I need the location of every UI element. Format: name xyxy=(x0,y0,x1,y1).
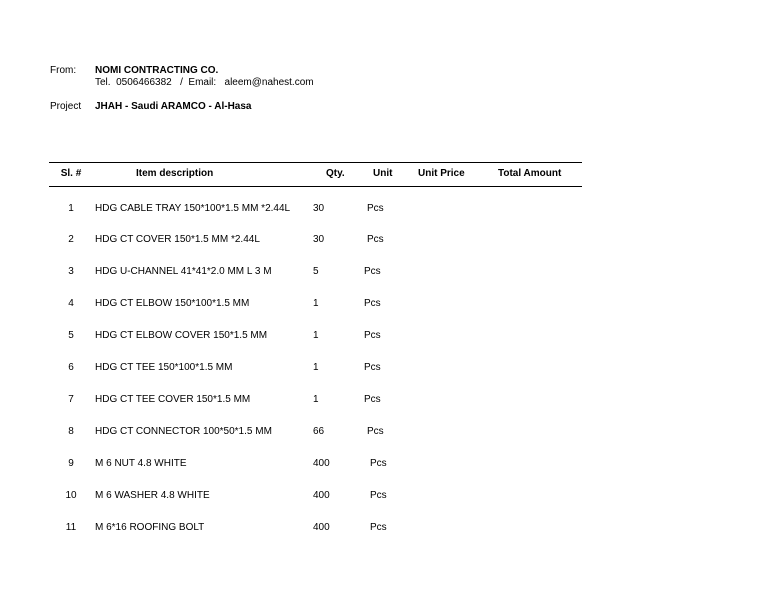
row-quantity: 30 xyxy=(313,234,325,245)
company-contact: Tel. 0506466382 / Email: aleem@nahest.com xyxy=(95,77,314,88)
row-quantity: 1 xyxy=(313,330,319,341)
row-sl-number: 1 xyxy=(68,203,74,214)
row-item-description: M 6*16 ROOFING BOLT xyxy=(95,522,205,533)
row-item-description: HDG CT TEE COVER 150*1.5 MM xyxy=(95,394,251,405)
row-item-description: HDG U-CHANNEL 41*41*2.0 MM L 3 M xyxy=(95,266,272,277)
table-row xyxy=(0,298,768,310)
row-sl-number: 7 xyxy=(68,394,74,405)
row-quantity: 30 xyxy=(313,203,325,214)
row-quantity: 66 xyxy=(313,426,325,437)
row-unit: Pcs xyxy=(367,203,384,214)
table-header-rule xyxy=(49,186,582,187)
column-header-qty: Qty. xyxy=(326,168,345,179)
row-item-description: M 6 NUT 4.8 WHITE xyxy=(95,458,187,469)
row-unit: Pcs xyxy=(364,266,381,277)
row-unit: Pcs xyxy=(364,298,381,309)
row-quantity: 400 xyxy=(313,522,330,533)
table-row xyxy=(0,330,768,342)
column-header-total-amount: Total Amount xyxy=(498,168,562,179)
table-row xyxy=(0,522,768,534)
column-header-sl: Sl. # xyxy=(60,168,82,179)
row-item-description: HDG CT ELBOW COVER 150*1.5 MM xyxy=(95,330,268,341)
row-item-description: HDG CT ELBOW 150*100*1.5 MM xyxy=(95,298,250,309)
row-unit: Pcs xyxy=(367,234,384,245)
row-item-description: M 6 WASHER 4.8 WHITE xyxy=(95,490,210,501)
row-sl-number: 4 xyxy=(68,298,74,309)
row-quantity: 400 xyxy=(313,490,330,501)
row-sl-number: 8 xyxy=(68,426,74,437)
row-item-description: HDG CT TEE 150*100*1.5 MM xyxy=(95,362,233,373)
company-name: NOMI CONTRACTING CO. xyxy=(95,65,219,76)
table-row xyxy=(0,458,768,470)
row-unit: Pcs xyxy=(370,490,387,501)
column-header-unit-price: Unit Price xyxy=(418,168,465,179)
row-unit: Pcs xyxy=(364,330,381,341)
from-label: From: xyxy=(50,65,77,76)
table-row xyxy=(0,362,768,374)
row-sl-number: 9 xyxy=(68,458,74,469)
project-label: Project xyxy=(50,101,82,112)
row-sl-number: 3 xyxy=(68,266,74,277)
row-unit: Pcs xyxy=(364,362,381,373)
row-unit: Pcs xyxy=(364,394,381,405)
row-quantity: 1 xyxy=(313,298,319,309)
row-quantity: 5 xyxy=(313,266,319,277)
row-quantity: 400 xyxy=(313,458,330,469)
row-quantity: 1 xyxy=(313,362,319,373)
table-row xyxy=(0,426,768,438)
row-sl-number: 2 xyxy=(68,234,74,245)
table-row xyxy=(0,234,768,246)
row-unit: Pcs xyxy=(370,522,387,533)
row-sl-number: 5 xyxy=(68,330,74,341)
row-unit: Pcs xyxy=(367,426,384,437)
row-item-description: HDG CT CONNECTOR 100*50*1.5 MM xyxy=(95,426,272,437)
table-row xyxy=(0,203,768,215)
table-row xyxy=(0,266,768,278)
column-header-description: Item description xyxy=(136,168,214,179)
table-row xyxy=(0,394,768,406)
row-sl-number: 11 xyxy=(65,522,77,533)
row-sl-number: 6 xyxy=(68,362,74,373)
row-quantity: 1 xyxy=(313,394,319,405)
row-item-description: HDG CT COVER 150*1.5 MM *2.44L xyxy=(95,234,260,245)
project-name: JHAH - Saudi ARAMCO - Al-Hasa xyxy=(95,101,252,112)
row-unit: Pcs xyxy=(370,458,387,469)
table-top-rule xyxy=(49,162,582,163)
table-row xyxy=(0,490,768,502)
row-sl-number: 10 xyxy=(65,490,77,501)
row-item-description: HDG CABLE TRAY 150*100*1.5 MM *2.44L xyxy=(95,203,291,214)
column-header-unit: Unit xyxy=(373,168,393,179)
